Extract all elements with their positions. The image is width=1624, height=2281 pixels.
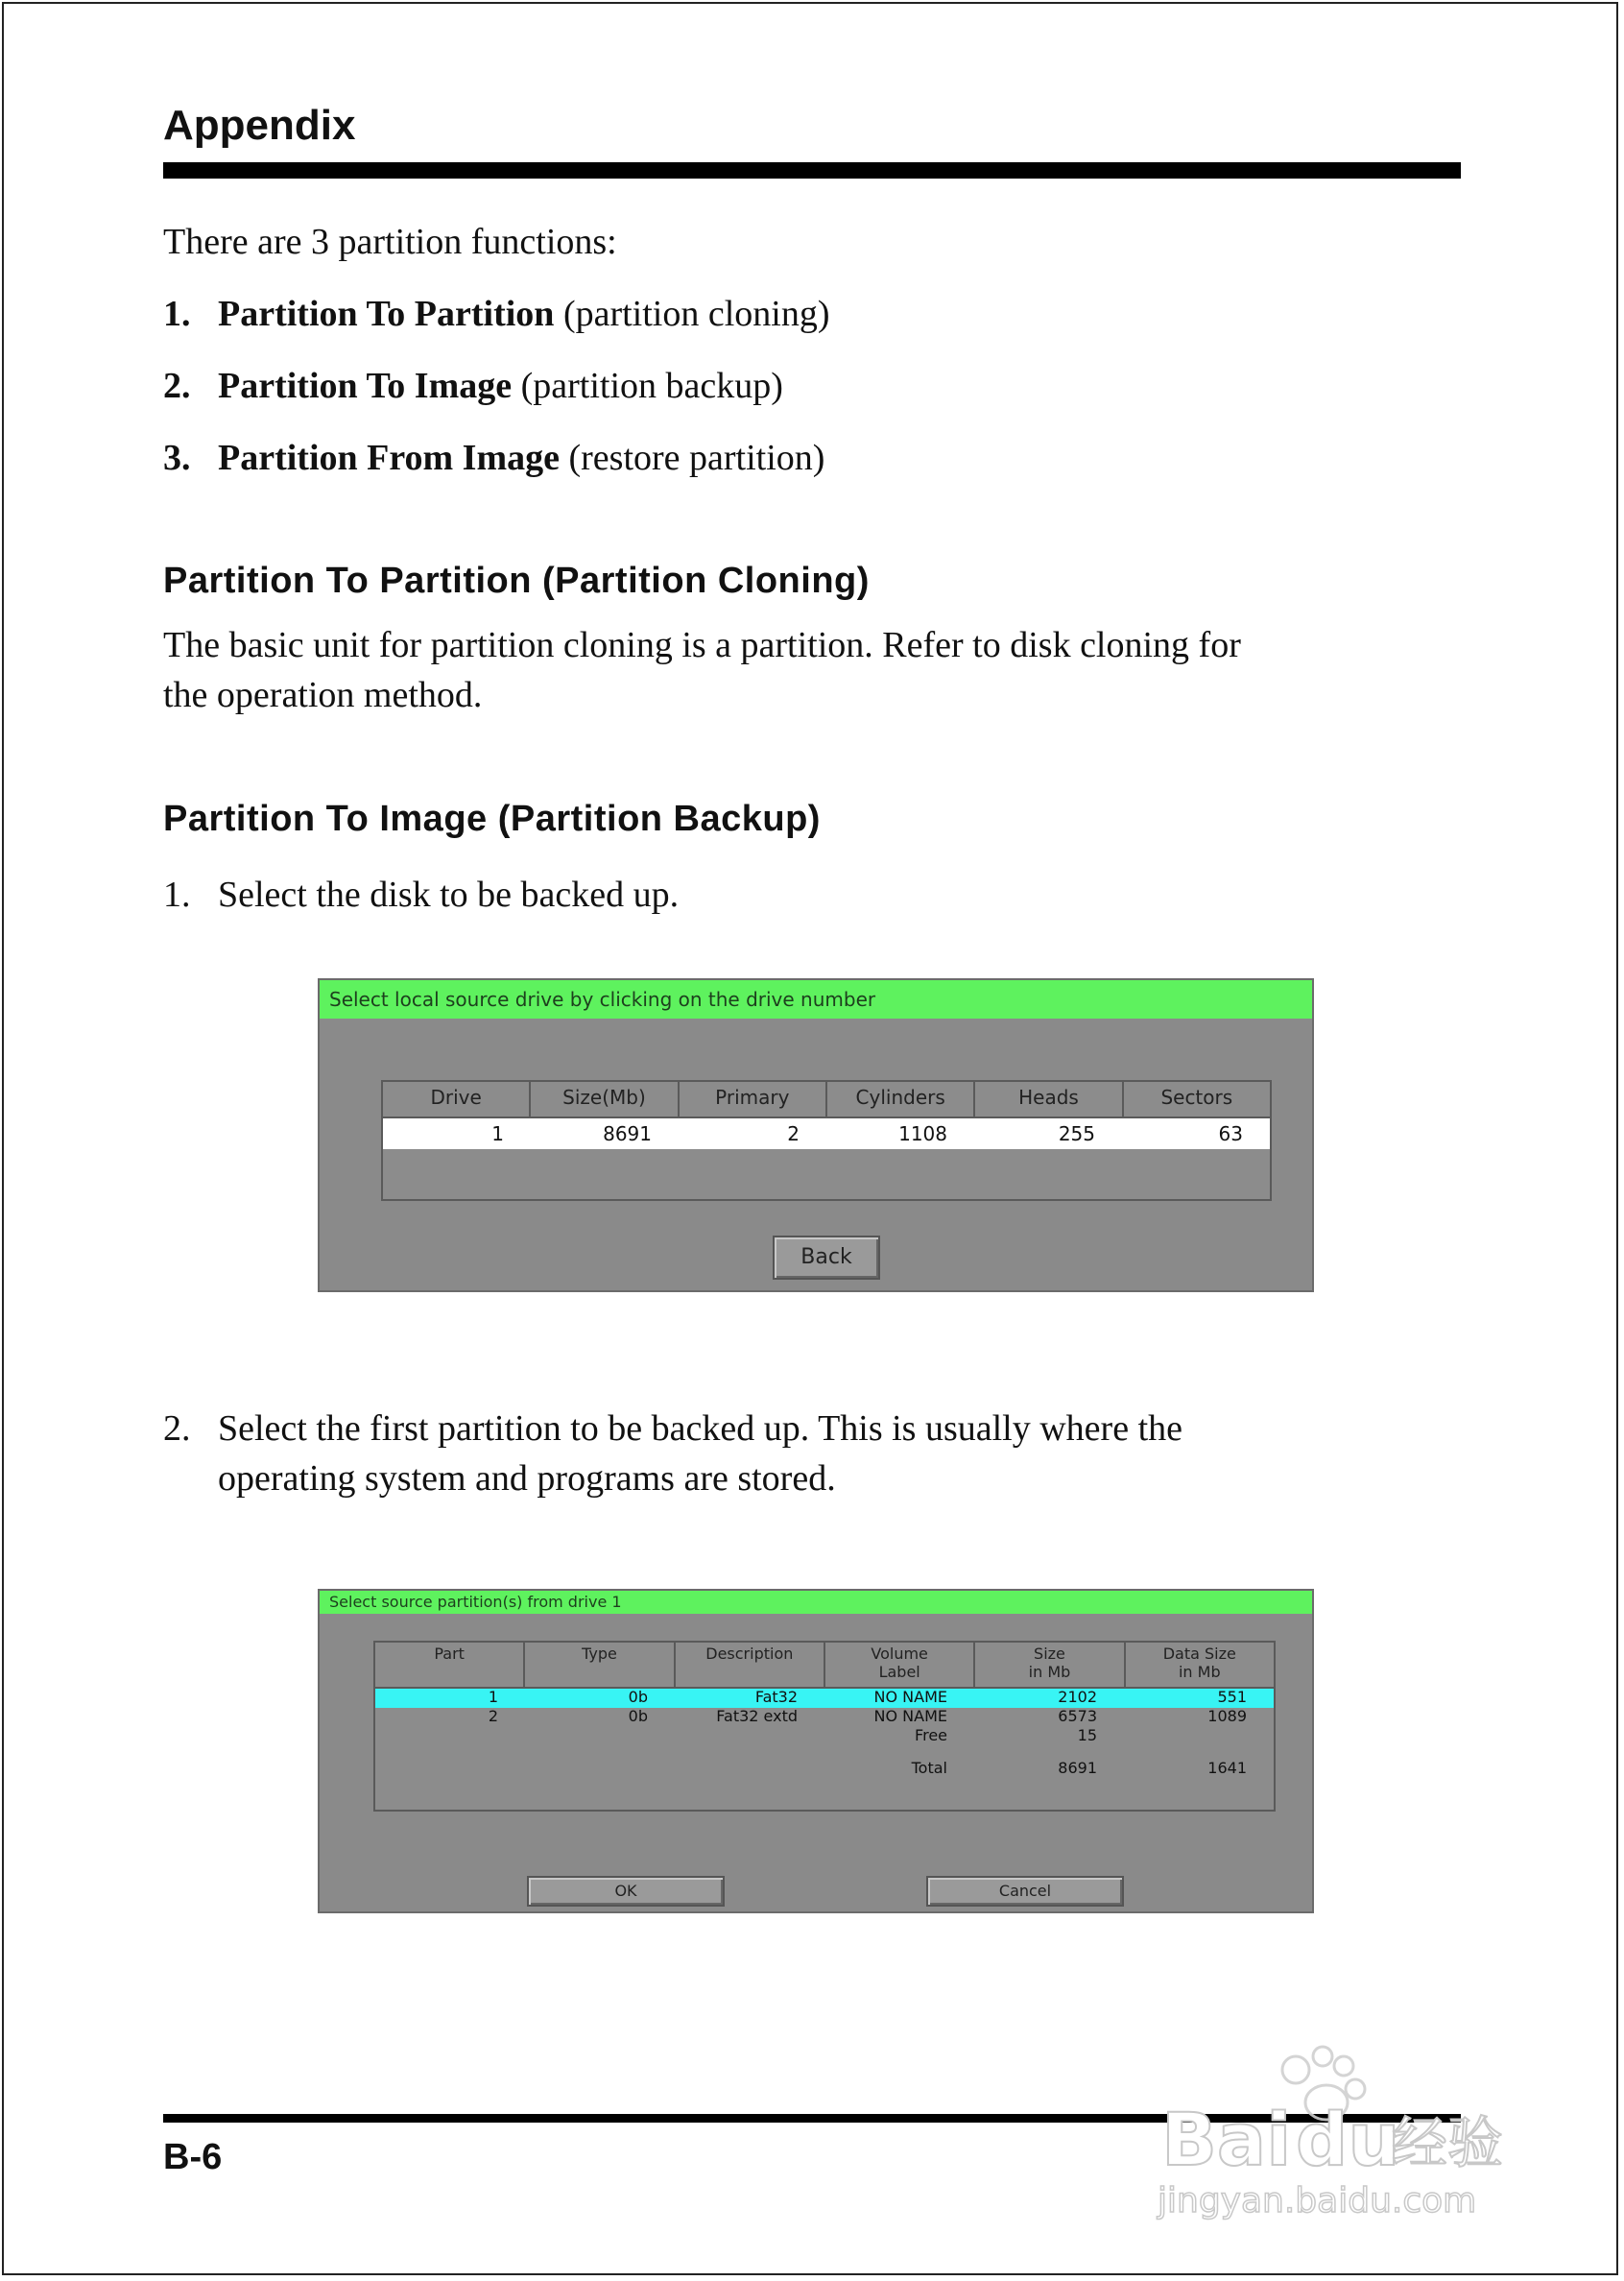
svg-text:du: du <box>1296 2097 1400 2182</box>
function-item-1 <box>163 289 1469 339</box>
step-number: 1. <box>163 875 191 915</box>
cell-volume-label: NO NAME <box>873 1688 947 1706</box>
svg-text:jingyan.baidu.com: jingyan.baidu.com <box>1158 2181 1477 2221</box>
partition-row[interactable] <box>375 1708 1274 1727</box>
cell-empty <box>675 1760 824 1779</box>
page-number: B-6 <box>163 2137 223 2177</box>
column-header: Heads <box>975 1082 1123 1116</box>
function-number: 2. <box>163 366 191 406</box>
step-2 <box>163 1404 1469 1453</box>
cell-data-size: 1089 <box>1207 1707 1247 1725</box>
function-number: 1. <box>163 294 191 334</box>
column-header: Volume Label <box>825 1643 975 1687</box>
step-number: 2. <box>163 1408 191 1449</box>
cell-size: 8691 <box>603 1122 652 1145</box>
cell-empty <box>375 1760 525 1779</box>
cell-drive: 1 <box>491 1122 504 1145</box>
function-name: Partition To Partition <box>218 294 555 334</box>
cancel-button[interactable]: Cancel <box>926 1876 1124 1907</box>
cell-part: 1 <box>488 1688 498 1706</box>
step-text: Select the first partition to be backed up. This is usually where the <box>218 1408 1182 1449</box>
column-header: Size in Mb <box>975 1643 1125 1687</box>
cell-total-data-size: 1641 <box>1207 1759 1247 1777</box>
cell-size: 2102 <box>1058 1688 1097 1706</box>
function-name: Partition From Image <box>218 438 560 478</box>
cell-sectors: 63 <box>1218 1122 1243 1145</box>
select-drive-dialog <box>318 978 1314 1292</box>
cell-primary: 2 <box>787 1122 800 1145</box>
partition-row[interactable] <box>375 1689 1274 1708</box>
column-header: Sectors <box>1160 1086 1233 1109</box>
step-2-continuation: operating system and programs are stored. <box>218 1458 836 1499</box>
column-header: Type <box>525 1643 675 1687</box>
step-text: Select the disk to be backed up. <box>218 875 680 915</box>
step-1 <box>163 870 1469 920</box>
drive-table <box>381 1080 1272 1201</box>
cell-free-label: Free <box>915 1726 947 1744</box>
dialog-title-bar: Select source partition(s) from drive 1 <box>320 1591 1312 1614</box>
section-heading-cloning: Partition To Partition (Partition Cloning) <box>163 561 870 601</box>
cell-total-label: Total <box>911 1759 947 1777</box>
column-header: Part <box>375 1643 525 1687</box>
cell-type: 0b <box>628 1688 648 1706</box>
function-desc: (restore partition) <box>568 438 825 478</box>
function-item-3 <box>163 433 1469 483</box>
total-row <box>375 1760 1274 1779</box>
cell-size: 6573 <box>1058 1707 1097 1725</box>
function-item-2 <box>163 361 1469 411</box>
cell-empty <box>525 1727 675 1746</box>
section-heading-backup: Partition To Image (Partition Backup) <box>163 799 821 839</box>
svg-text:经验: 经验 <box>1392 2110 1504 2175</box>
cell-empty <box>675 1727 824 1746</box>
ok-button[interactable]: OK <box>527 1876 725 1907</box>
drive-row[interactable] <box>383 1118 1270 1149</box>
cell-description: Fat32 <box>754 1688 798 1706</box>
page-header-title: Appendix <box>163 102 356 149</box>
paw-icon <box>1282 2056 1309 2083</box>
column-header: Size(Mb) <box>531 1082 679 1116</box>
drive-table-header <box>383 1082 1270 1118</box>
header-rule <box>163 162 1461 179</box>
cell-description: Fat32 extd <box>716 1707 798 1725</box>
column-header: Data Size in Mb <box>1162 1645 1236 1681</box>
select-partition-dialog <box>318 1589 1314 1913</box>
cell-type: 0b <box>628 1707 648 1725</box>
column-header: Drive <box>383 1082 531 1116</box>
function-number: 3. <box>163 438 191 478</box>
cell-part: 2 <box>488 1707 498 1725</box>
baidu-watermark-logo <box>1152 2035 1536 2227</box>
partition-table-header <box>375 1643 1274 1689</box>
function-desc: (partition cloning) <box>562 294 830 334</box>
cell-empty <box>1124 1727 1274 1746</box>
section-cloning-line-1: The basic unit for partition cloning is a partition. Refer to disk cloning for <box>163 625 1241 665</box>
column-header: Cylinders <box>827 1082 975 1116</box>
cell-empty <box>375 1727 525 1746</box>
column-header: Description <box>676 1643 825 1687</box>
cell-data-size: 551 <box>1217 1688 1247 1706</box>
cell-empty <box>525 1760 675 1779</box>
dialog-title-bar: Select local source drive by clicking on the drive number <box>320 980 1312 1019</box>
intro-text: There are 3 partition functions: <box>163 222 617 262</box>
back-button[interactable]: Back <box>773 1236 880 1280</box>
column-header: Primary <box>680 1082 827 1116</box>
cell-total-size: 8691 <box>1058 1759 1097 1777</box>
function-name: Partition To Image <box>218 366 513 406</box>
cell-heads: 255 <box>1058 1122 1095 1145</box>
cell-cylinders: 1108 <box>898 1122 947 1145</box>
svg-text:Bai: Bai <box>1161 2097 1292 2182</box>
section-cloning-line-2: the operation method. <box>163 675 483 715</box>
cell-volume-label: NO NAME <box>873 1707 947 1725</box>
partition-table <box>373 1641 1276 1812</box>
function-desc: (partition backup) <box>520 366 783 406</box>
cell-free-size: 15 <box>1077 1726 1097 1744</box>
free-row <box>375 1727 1274 1746</box>
